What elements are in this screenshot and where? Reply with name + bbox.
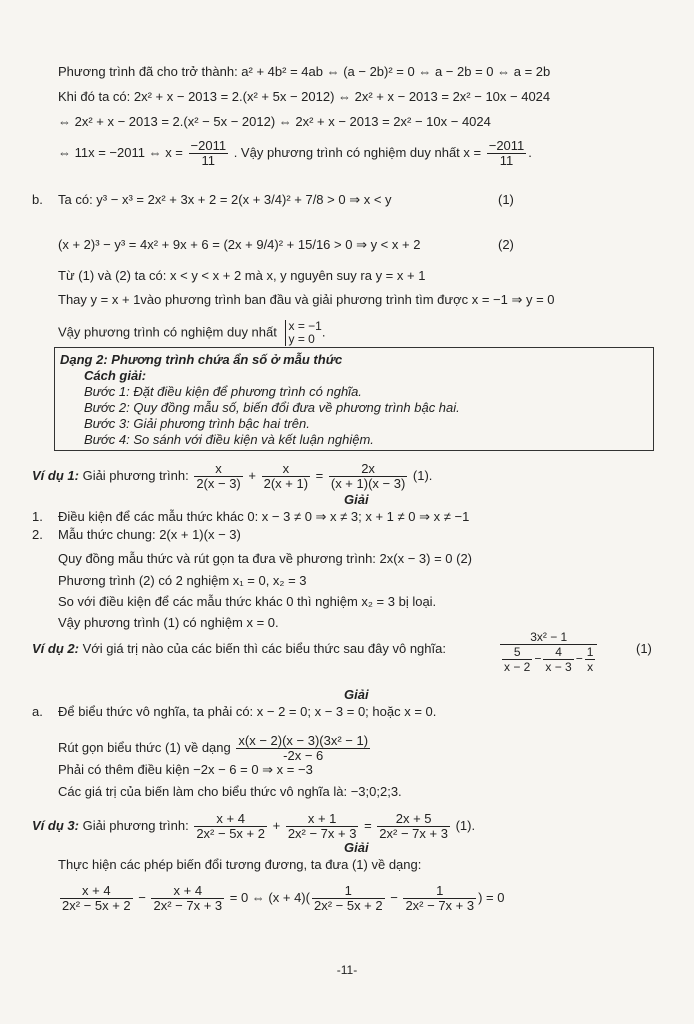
example-text: Giải phương trình:: [82, 817, 189, 833]
fraction: [189, 139, 229, 168]
text-part: Rút gọn biểu thức (1) về dạng: [58, 739, 231, 755]
fraction: [236, 734, 370, 763]
text-line: Để biểu thức vô nghĩa, ta phải có: x − 2 = 0; x − 3 = 0; hoặc x = 0.: [58, 704, 437, 719]
compound-fraction: [500, 630, 597, 674]
equation-part: ) = 0: [478, 889, 505, 905]
denominator: 2x² − 7x + 3: [379, 826, 448, 841]
text-line: Mẫu thức chung: 2(x + 1)(x − 3): [58, 527, 241, 542]
text-line: Quy đồng mẫu thức và rút gọn ta đưa về phương trình: 2x(x − 3) = 0 (2): [58, 551, 473, 566]
denominator: 2x² − 7x + 3: [287, 826, 357, 841]
box-step: Bước 3: Giải phương trình bậc hai trên.: [84, 416, 310, 431]
text-line: Thực hiện các phép biến đổi tương đương, ta đưa (1) về dạng:: [58, 857, 422, 872]
denominator: 11: [201, 153, 216, 168]
numerator: 2x + 5: [377, 812, 450, 827]
denominator: 2(x + 1): [263, 476, 309, 491]
box-title: Dạng 2: Phương trình chứa ẩn số ở mẫu thức: [60, 352, 343, 367]
example-text: Với giá trị nào của các biến thì các biểu thức sau đây vô nghĩa:: [82, 641, 446, 656]
page-number: -11-: [336, 963, 358, 977]
denominator: 2x² − 5x + 2: [196, 826, 265, 841]
fraction: [487, 139, 527, 168]
equation-tag: (1).: [412, 467, 433, 483]
example-text: Giải phương trình:: [82, 467, 189, 483]
fraction: [194, 462, 242, 491]
equation-part: = 0 ⇔ (x + 4)(: [229, 889, 310, 905]
text-line: Phương trình (2) có 2 nghiệm x₁ = 0, x₂ = 3: [58, 573, 307, 588]
example-label: Ví dụ 3:: [32, 817, 79, 833]
equation-tag: (1): [636, 641, 652, 656]
numerator: x(x − 2)(x − 3)(3x² − 1): [238, 733, 369, 748]
numerator: 3x² − 1: [500, 630, 597, 645]
numerator: x + 4: [60, 884, 133, 899]
fraction: [262, 462, 310, 491]
numerator: −2011: [488, 138, 525, 153]
denominator: $\frac{5}{x - 2}$ − $\frac{4}{x - 3}$ − $\frac{1}{x}$: [504, 645, 594, 674]
solution-heading: Giải: [344, 840, 369, 855]
denominator: x − 2: [504, 660, 531, 674]
item-label: b.: [32, 192, 43, 207]
fraction: [377, 812, 450, 841]
equation-tag: (1): [498, 192, 514, 207]
fraction: [312, 884, 385, 913]
example-label: Ví dụ 2:: [32, 641, 79, 656]
system-brace: [285, 320, 322, 346]
fraction: [286, 812, 359, 841]
equation-part: . Vậy phương trình có nghiệm duy nhất x =: [233, 144, 482, 160]
text-line: Vậy phương trình (1) có nghiệm x = 0.: [58, 615, 279, 630]
text-line: [58, 734, 372, 763]
equation-line: $\frac{x + 4}{\text{2x² − 5x + 2}}$ − $\frac{x + 4}{\text{2x² − 7x + 3}}$ = 0 ⇔ (x + 4)( $\frac{1}{\text{2x² − 5x + 2}}$ − $\frac{1}{\text{2x² − 7x + 3}}$ ) = 0: [62, 883, 505, 913]
box-step: Bước 4: So sánh với điều kiện và kết luận nghiệm.: [84, 432, 374, 447]
denominator: 11: [499, 153, 514, 168]
period: .: [321, 324, 326, 340]
solution-heading: Giải: [344, 492, 369, 507]
conclusion-text: Vậy phương trình có nghiệm duy nhất: [58, 324, 277, 340]
numerator: 1: [586, 645, 594, 659]
denominator: (x + 1)(x − 3): [330, 476, 406, 491]
system-row: x = −1: [288, 319, 322, 333]
denominator: 2x² − 7x + 3: [153, 898, 223, 913]
step-number: 1.: [32, 509, 43, 524]
numerator: x + 4: [194, 812, 267, 827]
numerator: 2x: [329, 462, 407, 477]
numerator: 1: [312, 884, 385, 899]
box-method: Cách giải:: [84, 368, 147, 383]
text-line: Điều kiện để các mẫu thức khác 0: x − 3 ≠ 0 ⇒ x ≠ 3; x + 1 ≠ 0 ⇒ x ≠ −1: [58, 509, 470, 524]
denominator: 2x² − 7x + 3: [405, 898, 475, 913]
numerator: 5: [502, 645, 532, 660]
text-line: Thay y = x + 1vào phương trình ban đầu và giải phương trình tìm được x = −1 ⇒ y = 0: [58, 292, 555, 307]
denominator: x: [587, 660, 594, 674]
system-row: y = 0: [288, 332, 315, 346]
denominator: x − 3: [545, 660, 572, 674]
fraction: [585, 645, 596, 674]
fraction: [60, 884, 133, 913]
numerator: 4: [543, 645, 573, 660]
fraction: [329, 462, 407, 491]
example-label: Ví dụ 1:: [32, 467, 79, 483]
numerator: x + 1: [286, 812, 359, 827]
numerator: x: [194, 462, 242, 477]
equation-tag: (1).: [455, 817, 476, 833]
numerator: x: [262, 462, 310, 477]
numerator: 1: [403, 884, 476, 899]
text-line: Các giá trị của biến làm cho biểu thức vô nghĩa là: −3;0;2;3.: [58, 784, 402, 799]
text-line: (x + 2)³ − y³ = 4x² + 9x + 6 = (2x + 9/4)² + 15/16 > 0 ⇒ y < x + 2: [58, 237, 421, 252]
numerator: x + 4: [151, 884, 224, 899]
item-label: a.: [32, 704, 43, 719]
equation-part: ⇔ 11x = −2011 ⇔ x =: [58, 144, 183, 160]
text-line: Ta có: y³ − x³ = 2x² + 3x + 2 = 2(x + 3/4)² + 7/8 > 0 ⇒ x < y: [58, 192, 392, 207]
text-line: Phương trình đã cho trở thành: a² + 4b² = 4ab ⇔ (a − 2b)² = 0 ⇔ a − 2b = 0 ⇔ a = 2b: [58, 64, 551, 79]
text-line: Từ (1) và (2) ta có: x < y < x + 2 mà x, y nguyên suy ra y = x + 1: [58, 268, 426, 283]
denominator: -2x − 6: [283, 748, 324, 763]
fraction: [151, 884, 224, 913]
denominator: 2x² − 5x + 2: [313, 898, 383, 913]
text-line: Phải có thêm điều kiện −2x − 6 = 0 ⇒ x = −3: [58, 762, 313, 777]
fraction: [543, 645, 573, 674]
solution-heading: Giải: [344, 687, 369, 702]
box-step: Bước 1: Đặt điều kiện để phương trình có nghĩa.: [84, 384, 362, 399]
example-2: [32, 641, 446, 657]
example-3: Ví dụ 3: Giải phương trình: $\frac{x + 4}{\text{2x² − 5x + 2}}$ + $\frac{x + 1}{\text{2x² − 7x + 3}}$ = $\frac{2x + 5}{\text{2x² − 7x + 3}}$ (1).: [32, 811, 476, 841]
fraction: [502, 645, 532, 674]
example-1: Ví dụ 1: Giải phương trình: $\frac{x}{2(x - 3)}$ + $\frac{x}{2(x + 1)}$ = $\frac{2x}{(x + 1)(x - 3)}$ (1).: [32, 461, 433, 491]
text-line: So với điều kiện để các mẫu thức khác 0 thì nghiệm x₂ = 3 bị loại.: [58, 594, 437, 609]
denominator: 2(x − 3): [196, 476, 241, 491]
denominator: 2x² − 5x + 2: [62, 898, 131, 913]
step-number: 2.: [32, 527, 43, 542]
text-line: ⇔ 11x = −2011 ⇔ x = $\frac{-2011}{11}$ . Vậy phương trình có nghiệm duy nhất x = $\frac{-2011}{11}$ .: [58, 138, 532, 168]
equation-tag: (2): [498, 237, 514, 252]
fraction: [403, 884, 476, 913]
box-step: Bước 2: Quy đồng mẫu số, biến đổi đưa về phương trình bậc hai.: [84, 400, 460, 415]
text-line: ⇔ 2x² + x − 2013 = 2.(x² − 5x − 2012) ⇔ 2x² + x − 2013 = 2x² − 10x − 4024: [58, 114, 491, 129]
numerator: −2011: [190, 138, 227, 153]
fraction: [194, 812, 267, 841]
text-line: Khi đó ta có: 2x² + x − 2013 = 2.(x² + 5x − 2012) ⇔ 2x² + x − 2013 = 2x² − 10x − 4024: [58, 89, 551, 104]
text-line: [58, 320, 325, 346]
